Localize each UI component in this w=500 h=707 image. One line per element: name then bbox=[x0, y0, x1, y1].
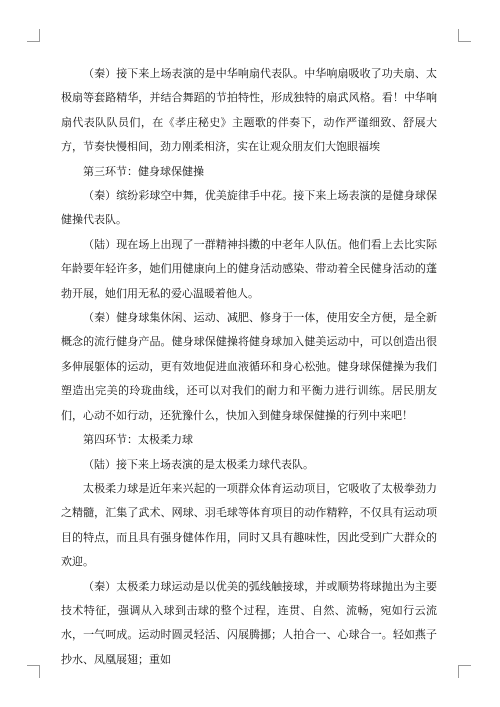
section-heading-third: 第三环节：健身球保健操 bbox=[83, 164, 204, 178]
paragraph-jianshenqiu-intro: （秦）缤纷彩球空中舞，优美旋律手中花。接下来上场表演的是健身球保健操代表队。 bbox=[61, 189, 437, 227]
section-heading-fourth: 第四环节：太极柔力球 bbox=[83, 433, 193, 447]
crop-mark-top-left bbox=[27, 29, 40, 42]
crop-mark-top-right bbox=[458, 29, 471, 42]
paragraph-taiji-intro: （陆）接下来上场表演的是太极柔力球代表队。 bbox=[83, 457, 314, 471]
paragraph-xiangshan-intro: （秦）接下来上场表演的是中华响扇代表队。中华响扇吸收了功夫扇、太极扇等套路精华，并结合舞蹈的节拍特性，形成独特的扇武风格。看！中华响扇代表队队员们，在《孝庄秘史》主题歌的伴奏下，动作严谨细致、舒展大方，节奏快慢相间，劲力刚柔相济，实在让观众朋友们大饱眼福埃 bbox=[61, 67, 437, 154]
paragraph-taiji-technique: （秦）太极柔力球运动是以优美的弧线触接球，并或顺势将球抛出为主要技术特征，强调从入球到击球的整个过程，连贯、自然、流畅，宛如行云流水，一气呵成。运动时圆灵轻活、闪展腾挪；人拍合一、心球合一。轻如燕子抄水、凤凰展翅；重如 bbox=[61, 579, 437, 666]
paragraph-taiji-history: 太极柔力球是近年来兴起的一项群众体育运动项目，它吸收了太极拳劲力之精髓，汇集了武术、网球、羽毛球等体育项目的动作精粹，不仅具有运动项目的特点，而且具有强身健体作用，同时又具有趣味性，因此受到广大群众的欢迎。 bbox=[61, 481, 437, 569]
crop-mark-bottom-right bbox=[458, 665, 471, 678]
document-body bbox=[61, 62, 437, 672]
crop-mark-bottom-left bbox=[27, 665, 40, 678]
paragraph-jianshenqiu-desc: （秦）健身球集休闲、运动、减肥、修身于一体，使用安全方便，是全新概念的流行健身产品。健身球保健操将健身球加入健美运动中，可以创造出很多伸展躯体的运动，更有效地促进血液循环和身心松弛。健身球保健操为我们塑造出完美的玲珑曲线，还可以对我们的耐力和平衡力进行训练。居民朋友们，心动不如行动，还犹豫什么，快加入到健身球保健操的行列中来吧！ bbox=[61, 311, 437, 422]
paragraph-elderly-team: （陆）现在场上出现了一群精神抖擞的中老年人队伍。他们看上去比实际年龄要年轻许多，她们用健康向上的健身活动感染、带动着全民健身活动的蓬勃开展，她们用无私的爱心温暖着他人。 bbox=[61, 237, 437, 300]
